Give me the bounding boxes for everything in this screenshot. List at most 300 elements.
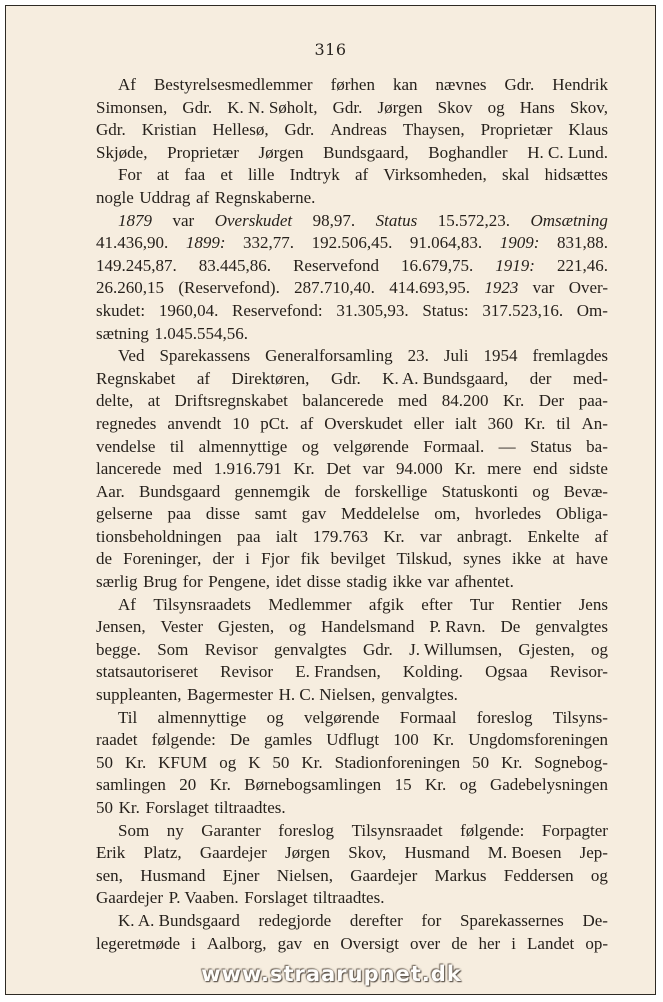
word: de <box>324 481 341 501</box>
word: paa <box>236 526 261 546</box>
word: H. C. Nielsen, <box>278 685 376 705</box>
word: af <box>195 187 210 207</box>
word: genvalgtes. <box>380 685 458 705</box>
text-line <box>96 164 608 187</box>
word: Obliga- <box>555 504 608 524</box>
word: var <box>419 526 442 546</box>
word: Boghandler <box>428 142 508 162</box>
word: Andreas <box>330 120 387 140</box>
word: ikke <box>392 572 422 592</box>
text-line <box>96 548 608 571</box>
word: Erik <box>96 843 126 863</box>
word: op- <box>585 933 608 953</box>
word: afhentet. <box>454 572 514 592</box>
word: tionsbeholdningen <box>96 526 222 546</box>
text-line <box>96 255 608 278</box>
word: delte, <box>96 391 134 411</box>
word: Om- <box>576 300 608 320</box>
word: foreslog <box>278 820 335 840</box>
text-line <box>96 933 608 956</box>
word: i <box>191 933 196 953</box>
word: have <box>575 549 608 569</box>
word: Forslaget <box>145 798 209 817</box>
word: Jensen, <box>96 617 146 637</box>
page-number: 316 <box>314 40 347 59</box>
word: for <box>421 910 442 930</box>
word: Hellesø, <box>212 120 269 140</box>
word: Hendrik <box>552 75 608 94</box>
word: 1.916.791 <box>213 459 282 479</box>
word: Tur <box>469 594 494 614</box>
word: ikke <box>512 549 542 569</box>
word: og <box>266 707 284 727</box>
word: Regnskaberne. <box>214 187 316 207</box>
text-line <box>96 571 608 594</box>
word: Gdr. <box>182 97 213 117</box>
word: regnedes <box>96 413 157 433</box>
word: P. Ravn. <box>429 617 486 637</box>
text-line <box>96 729 608 752</box>
word: og <box>459 775 477 795</box>
word: var <box>362 459 385 479</box>
word: Overskudet <box>324 413 403 433</box>
text-line <box>96 774 608 797</box>
word: 50 <box>96 798 113 817</box>
word: Gdr. <box>96 120 126 140</box>
word: paa- <box>578 391 608 411</box>
word: Forpagter <box>541 820 608 840</box>
word: 287.710,40. <box>294 278 375 298</box>
word: Rentier <box>511 594 562 614</box>
word: H. C. Lund. <box>527 142 608 162</box>
word: Børnebogsamlingen <box>244 775 382 795</box>
word: 91.064,83. <box>409 233 483 253</box>
word: Gjesten, <box>518 639 575 659</box>
word: med- <box>572 368 608 388</box>
word: bevilget <box>330 549 386 569</box>
word: 221,46. <box>557 255 608 275</box>
word: Bundsgaard <box>139 481 221 501</box>
word: Sparekassernes <box>459 910 564 930</box>
word: 20 <box>179 775 197 795</box>
word: K. N. Søholt, <box>227 97 318 117</box>
word: Af <box>118 594 136 614</box>
text-line <box>96 503 608 526</box>
word: afgik <box>368 594 404 614</box>
word: Til <box>118 707 138 727</box>
word: end <box>532 459 558 479</box>
word: de <box>96 549 113 569</box>
text-line <box>96 526 608 549</box>
word: almennyttige <box>157 707 247 727</box>
word: Sparekassens <box>159 346 251 366</box>
word: tiltraadtes. <box>214 798 286 817</box>
word: gav <box>301 504 327 524</box>
word: 15.572,23. <box>437 210 510 230</box>
word: velgørende <box>333 436 409 456</box>
word: gamles <box>263 730 313 750</box>
word: hvorledes <box>475 504 542 524</box>
word: til <box>556 413 571 433</box>
word: Markus <box>434 865 487 885</box>
word: Platz, <box>143 843 182 863</box>
word: Thaysen, <box>402 120 465 140</box>
word: til <box>169 436 185 456</box>
word: nævnes <box>435 75 487 94</box>
word: ba- <box>586 436 608 456</box>
word: og <box>487 97 505 117</box>
word: paa <box>167 504 192 524</box>
word: gav <box>277 933 303 953</box>
word: K. A. Bundsgaard <box>118 910 240 930</box>
word: Revisor <box>204 639 258 659</box>
word: Jørgen <box>285 843 331 863</box>
word: Over- <box>568 278 608 298</box>
word: 1923 <box>484 278 519 298</box>
word: sætning <box>96 323 149 343</box>
word: balancerede <box>302 391 384 411</box>
word: Kr. <box>424 775 447 795</box>
text-line <box>96 142 608 165</box>
word: Overskudet <box>214 210 293 230</box>
word: Nielsen, <box>276 865 333 885</box>
word: ialt <box>454 413 477 433</box>
word: og <box>532 481 550 501</box>
word: 1919: <box>495 255 535 275</box>
word: Uddrag <box>139 187 191 207</box>
word: Af <box>118 75 136 94</box>
word: Reservefond <box>293 255 379 275</box>
word: Handelsmand <box>320 617 415 637</box>
word: 10 <box>232 413 250 433</box>
word: 84.200 <box>441 391 489 411</box>
word: de <box>451 933 468 953</box>
word: der <box>529 368 552 388</box>
text-line <box>96 661 608 684</box>
word: pCt. <box>260 413 290 433</box>
word: Aalborg, <box>206 933 267 953</box>
word: De <box>500 617 521 637</box>
word: Kr. <box>524 413 546 433</box>
word: K <box>248 752 261 772</box>
word: anvendt <box>167 413 222 433</box>
word: 1960,04. <box>158 300 219 320</box>
word: 41.436,90. <box>96 233 169 253</box>
watermark: www.straarupnet.dk <box>201 962 462 986</box>
word: et <box>220 165 233 185</box>
word: Tilsynsraadet <box>351 820 443 840</box>
book-page <box>5 5 656 995</box>
word: synes <box>463 549 501 569</box>
word: Formaal <box>399 707 457 727</box>
word: Der <box>538 391 565 411</box>
word: gennemgik <box>234 481 311 501</box>
word: Proprietær <box>480 120 553 140</box>
word: 831,88. <box>556 233 608 253</box>
word: sidste <box>569 459 608 479</box>
word: K. A. Bundsgaard, <box>382 368 509 388</box>
word: Kr. <box>124 752 147 772</box>
word: velgørende <box>303 707 380 727</box>
word: var <box>172 210 195 230</box>
word: Skov <box>437 97 473 117</box>
word: 94.000 <box>395 459 443 479</box>
word: Gdr. <box>504 75 535 94</box>
word: for <box>182 572 203 592</box>
word: og <box>590 639 608 659</box>
word: Vester <box>160 617 203 637</box>
word: Stadionforeningen <box>334 752 461 772</box>
text-line <box>96 910 608 933</box>
word: af <box>300 413 314 433</box>
word: 31.305,93. <box>336 300 409 320</box>
word: 1879 <box>118 210 152 230</box>
word: Driftsregnskabet <box>174 391 288 411</box>
word: ialt <box>275 526 298 546</box>
body-text <box>96 74 608 955</box>
word: Indtryk <box>289 165 340 185</box>
word: Tilskud, <box>396 549 453 569</box>
word: foreslog <box>476 707 533 727</box>
text-line <box>96 594 608 617</box>
word: Husmand <box>404 843 470 863</box>
word: Kr. <box>454 459 476 479</box>
word: Ejner <box>222 865 260 885</box>
word: Fjor <box>261 549 290 569</box>
text-line <box>96 797 608 820</box>
word: Gdr. <box>363 639 393 659</box>
word: — <box>498 436 516 456</box>
text-line <box>96 277 608 300</box>
text-line <box>96 390 608 413</box>
word: Status <box>375 210 418 230</box>
word: eller <box>413 413 444 433</box>
word: særlig <box>96 572 138 592</box>
word: Bagermester <box>187 685 273 705</box>
word: af <box>196 368 211 388</box>
word: Kr. <box>383 526 405 546</box>
word: i <box>511 933 516 953</box>
word: Kolding. <box>402 662 463 682</box>
word: Landet <box>527 933 575 953</box>
word: tiltraadtes. <box>313 888 385 908</box>
word: her <box>478 933 501 953</box>
word: Revisor <box>220 662 274 682</box>
word: Formaal. <box>423 436 485 456</box>
word: Brug <box>143 572 178 592</box>
word: statsautoriseret <box>96 662 198 682</box>
word: Pengene, <box>208 572 271 592</box>
word: 192.506,45. <box>311 233 393 253</box>
word: Statuskonti <box>441 481 519 501</box>
word: Simonsen, <box>96 97 168 117</box>
word: Kr. <box>293 459 315 479</box>
text-line <box>96 345 608 368</box>
word: Jørgen <box>258 142 304 162</box>
word: Kr. <box>432 730 455 750</box>
word: E. Frandsen, <box>295 662 381 682</box>
word: genvalgtes <box>535 617 608 637</box>
word: 1899: <box>185 233 226 253</box>
word: med <box>172 459 203 479</box>
word: Forslaget <box>244 888 308 908</box>
word: Kr. <box>301 752 323 772</box>
text-line <box>96 458 608 481</box>
word: Gaardejer <box>199 843 267 863</box>
word: og <box>219 752 237 772</box>
word: Jens <box>578 594 608 614</box>
word: og <box>289 617 307 637</box>
text-line <box>96 842 608 865</box>
word: Medlemmer <box>268 594 352 614</box>
text-line <box>96 232 608 255</box>
word: 317.523,16. <box>482 300 564 320</box>
word: efter <box>421 594 453 614</box>
word: Jep- <box>579 843 608 863</box>
word: stadig <box>346 572 387 592</box>
word: KFUM <box>158 752 208 772</box>
word: gelserne <box>96 504 153 524</box>
word: Gdr. <box>330 368 361 388</box>
word: genvalgtes <box>273 639 347 659</box>
text-line <box>96 97 608 120</box>
word: Ved <box>118 346 145 366</box>
word: 50 <box>96 752 113 772</box>
word: skal <box>502 165 530 185</box>
word: idet <box>275 572 302 592</box>
word: Juli <box>443 346 469 366</box>
word: samt <box>254 504 287 524</box>
word: P. Vaaben. <box>168 888 239 908</box>
word: lille <box>247 165 275 185</box>
word: 26.260,15 <box>96 278 164 298</box>
word: ny <box>166 820 184 840</box>
word: var <box>532 278 555 298</box>
word: For <box>118 165 142 185</box>
word: Generalforsamling <box>265 346 393 366</box>
word: raadet <box>96 730 138 750</box>
word: førhen <box>330 75 375 94</box>
word: Status <box>530 436 572 456</box>
word: 16.679,75. <box>401 255 474 275</box>
word: lancerede <box>96 459 162 479</box>
text-line <box>96 413 608 436</box>
text-line <box>96 436 608 459</box>
word: 50 <box>272 752 290 772</box>
word: 414.693,95. <box>389 278 470 298</box>
word: Kr. <box>503 391 525 411</box>
word: Gdr. <box>332 97 363 117</box>
word: Gdr. <box>284 120 315 140</box>
word: 50 <box>472 752 490 772</box>
word: Enkelte <box>527 526 580 546</box>
word: derefter <box>349 910 403 930</box>
word: 149.245,87. <box>96 255 177 275</box>
word: Det <box>326 459 351 479</box>
word: Skov, <box>569 97 608 117</box>
word: disse <box>306 572 341 592</box>
word: Feddersen <box>503 865 574 885</box>
word: Husmand <box>140 865 206 885</box>
word: Garanter <box>201 820 261 840</box>
word: Oversigt <box>340 933 399 953</box>
word: Gaardejer <box>350 865 418 885</box>
word: forskellige <box>354 481 428 501</box>
word: Hans <box>519 97 555 117</box>
word: sen, <box>96 865 123 885</box>
word: Kr. <box>501 752 523 772</box>
word: vendelse <box>96 436 156 456</box>
word: Skjøde, <box>96 142 148 162</box>
word: Som <box>118 820 150 840</box>
word: Gjesten, <box>217 617 275 637</box>
text-line <box>96 481 608 504</box>
text-line <box>96 865 608 888</box>
word: og <box>301 436 319 456</box>
word: Udflugt <box>326 730 380 750</box>
word: 179.763 <box>312 526 369 546</box>
word: skudet: <box>96 300 146 320</box>
word: fik <box>300 549 320 569</box>
word: med <box>398 391 428 411</box>
word: begge. <box>96 639 141 659</box>
word: redegjorde <box>258 910 332 930</box>
word: Regnskabet <box>96 368 176 388</box>
word: 1954 <box>483 346 518 366</box>
word: Sognebog- <box>534 752 608 772</box>
text-line <box>96 300 608 323</box>
word: Kr. <box>209 775 231 795</box>
word: Tilsyns- <box>552 707 608 727</box>
word: Reservefond: <box>232 300 323 320</box>
word: 100 <box>393 730 419 750</box>
text-line <box>96 616 608 639</box>
word: Klaus <box>568 120 608 140</box>
word: M. Boesen <box>487 843 562 863</box>
text-line <box>96 707 608 730</box>
word: at <box>552 549 565 569</box>
word: følgende: <box>460 820 525 840</box>
text-line <box>96 323 608 346</box>
word: Kristian <box>141 120 197 140</box>
word: Gaardejer <box>96 888 164 908</box>
word: anbragt. <box>456 526 513 546</box>
word: 15 <box>394 775 412 795</box>
word: 1909: <box>499 233 540 253</box>
word: De- <box>582 910 608 930</box>
word: Skov, <box>348 843 387 863</box>
word: af <box>354 165 369 185</box>
text-line <box>96 887 608 910</box>
word: nogle <box>96 187 134 207</box>
word: Bevæ- <box>563 481 608 501</box>
word: disse <box>205 504 240 524</box>
word: Bundsgaard, <box>323 142 409 162</box>
word: Gadebelysningen <box>489 775 608 795</box>
word: at <box>147 391 161 411</box>
word: (Reservefond). <box>178 278 280 298</box>
word: Proprietær <box>167 142 239 162</box>
word: Aar. <box>96 481 125 501</box>
word: Omsætning <box>530 210 608 230</box>
word: der <box>212 549 235 569</box>
word: Jørgen <box>377 97 423 117</box>
text-line <box>96 210 608 233</box>
word: 23. <box>407 346 429 366</box>
word: om, <box>434 504 461 524</box>
word: legeretmøde <box>96 933 181 953</box>
word: Som <box>157 639 189 659</box>
